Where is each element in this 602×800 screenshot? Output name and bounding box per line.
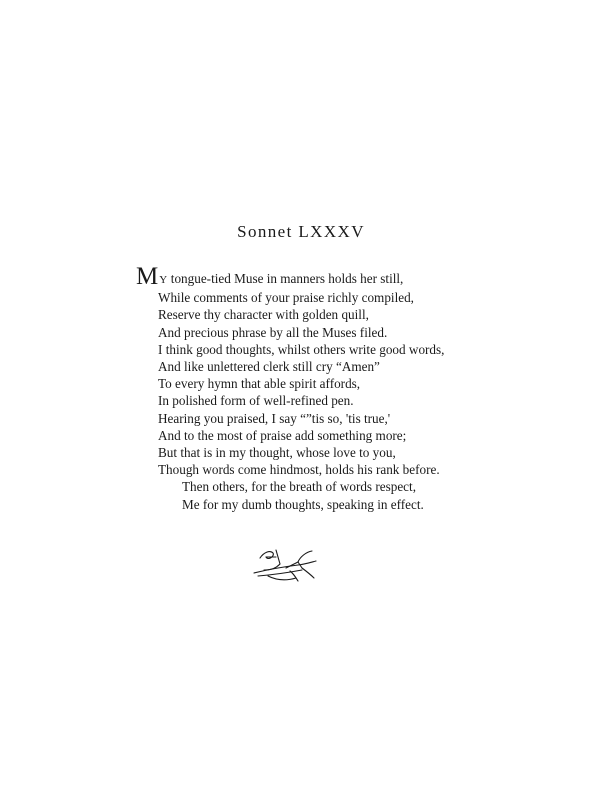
poem-line: And to the most of praise add something more; <box>158 427 407 443</box>
poem-line-1-text: tongue-tied Muse in manners holds her still, <box>167 271 404 286</box>
couplet-line: Then others, for the breath of words respect, <box>182 479 416 495</box>
poem-line: Though words come hindmost, holds his rank before. <box>158 462 440 478</box>
poem-line: And like unlettered clerk still cry “Amen” <box>158 359 380 375</box>
poem-line-1 <box>136 263 476 290</box>
poem-line: Reserve thy character with golden quill, <box>158 307 369 323</box>
poem-line: Hearing you praised, I say “”tis so, 'tis true,' <box>158 410 391 426</box>
poem-title: Sonnet LXXXV <box>237 222 365 241</box>
couplet-line: Me for my dumb thoughts, speaking in effect. <box>182 496 424 512</box>
poem-line: While comments of your praise richly compiled, <box>158 290 414 306</box>
poem-line: I think good thoughts, whilst others write good words, <box>158 341 445 357</box>
drop-cap: M <box>136 263 159 290</box>
small-cap: Y <box>159 274 168 286</box>
signature-flourish-icon <box>246 540 324 584</box>
poem-line: To every hymn that able spirit affords, <box>158 376 361 392</box>
poem-line: In polished form of well-refined pen. <box>158 393 354 409</box>
poem-body <box>136 263 476 513</box>
poem-line: And precious phrase by all the Muses filed. <box>158 324 388 340</box>
poem-line: But that is in my thought, whose love to you, <box>158 445 396 461</box>
